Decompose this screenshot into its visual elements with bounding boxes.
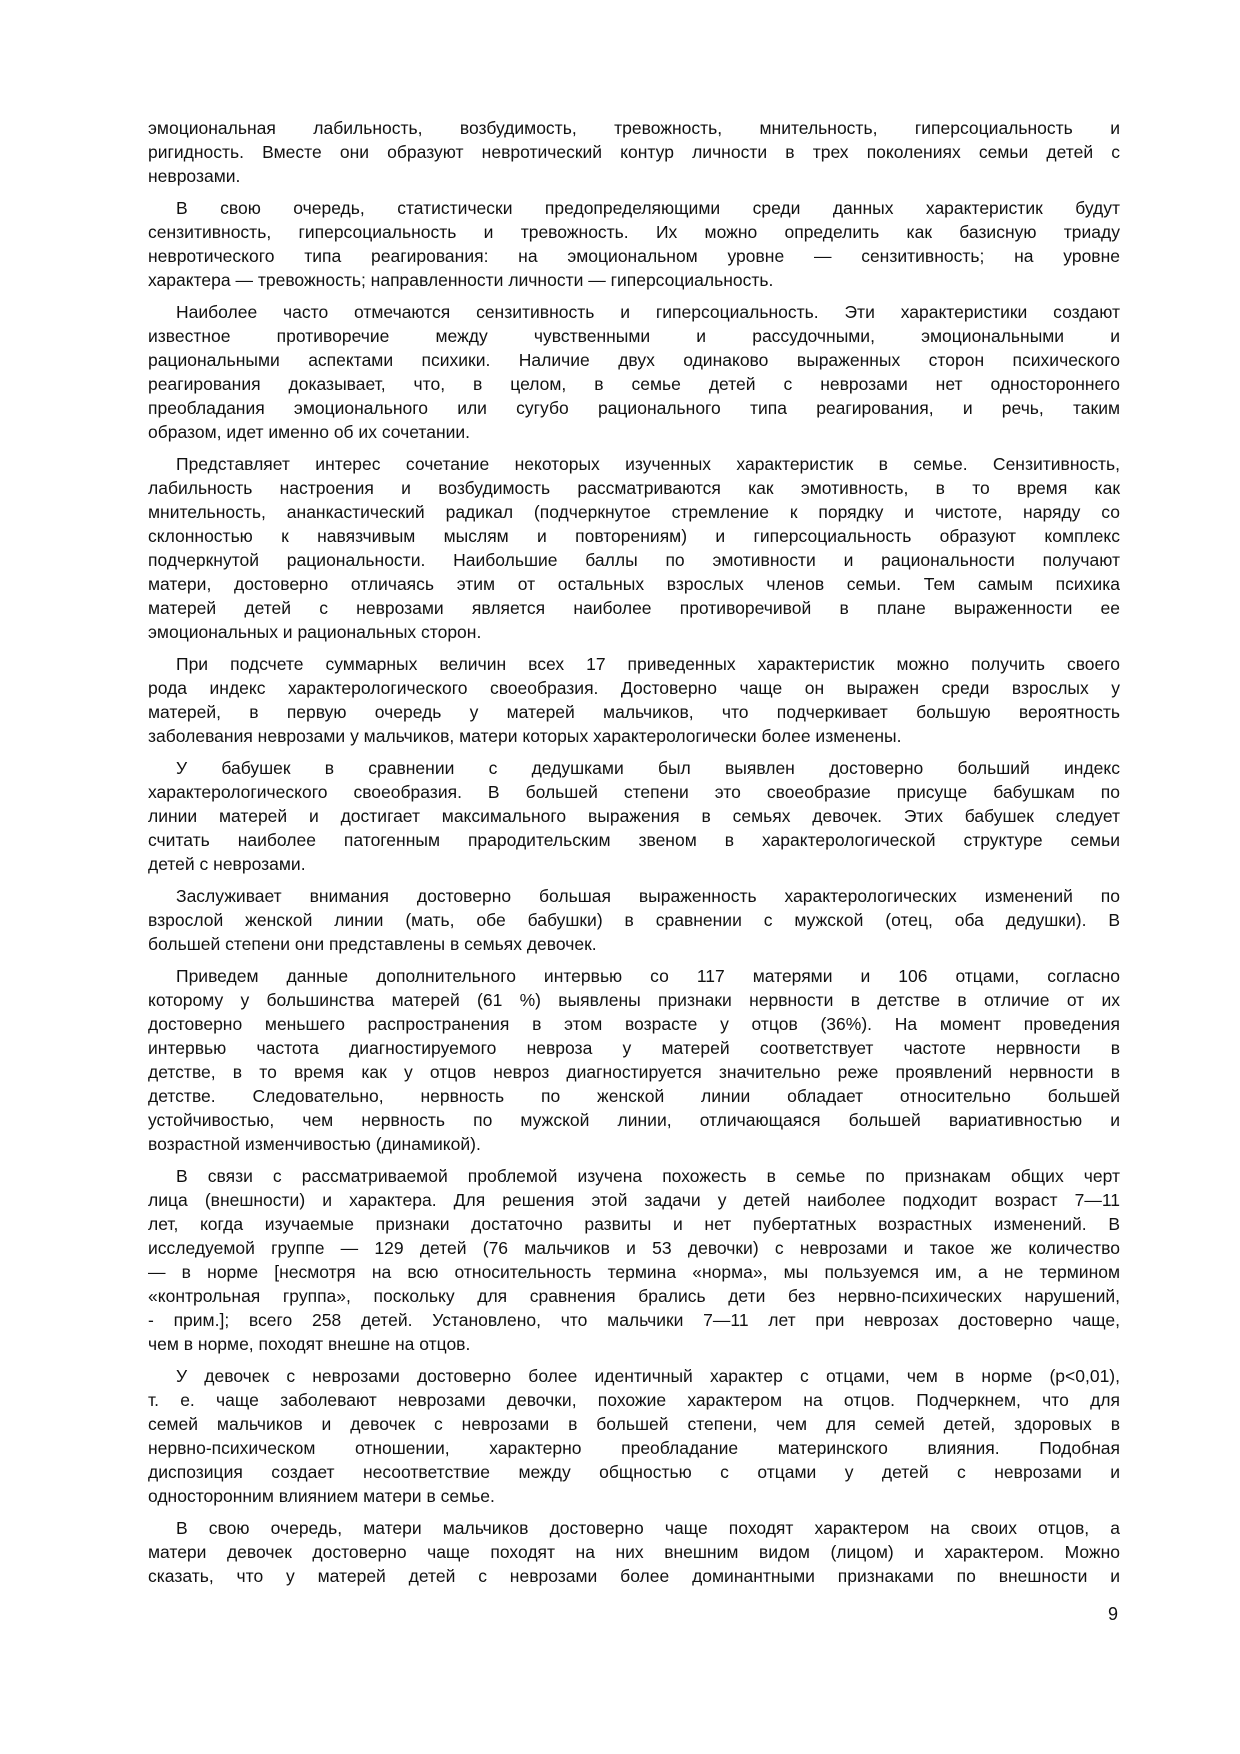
text-line: детей с неврозами.: [148, 854, 306, 874]
text-line: чем в норме, походят внешне на отцов.: [148, 1334, 471, 1354]
text-line: известное противоречие между чувственными и рассудочными, эмоциональными и: [148, 326, 1120, 346]
text-line: - прим.]; всего 258 детей. Установлено, что мальчики 7—11 лет при неврозах достоверно чаще,: [148, 1310, 1120, 1330]
paragraph: [148, 196, 1120, 292]
text-line: Наиболее часто отмечаются сензитивность и гиперсоциальность. Эти характеристики создают: [176, 302, 1120, 322]
text-line: Приведем данные дополнительного интервью со 117 матерями и 106 отцами, согласно: [176, 966, 1120, 986]
text-line: рациональными аспектами психики. Наличие двух одинаково выраженных сторон психического: [148, 350, 1120, 370]
text-line: В связи с рассматриваемой проблемой изучена похожесть в семье по признакам общих черт: [176, 1166, 1120, 1186]
text-line: ригидность. Вместе они образуют невротический контур личности в трех поколениях семьи детей с: [148, 142, 1120, 162]
text-line: семей мальчиков и девочек с неврозами в большей степени, чем для семей детей, здоровых в: [148, 1414, 1120, 1434]
text-line: лабильность настроения и возбудимость рассматриваются как эмотивность, в то время как: [148, 478, 1120, 498]
text-line: характерологического своеобразия. В большей степени это своеобразие присуще бабушкам по: [148, 782, 1120, 802]
text-line: эмоциональных и рациональных сторон.: [148, 622, 482, 642]
text-line: характера — тревожность; направленности личности — гиперсоциальность.: [148, 270, 774, 290]
text-line: рода индекс характерологического своеобразия. Достоверно чаще он выражен среди взрослых у: [148, 678, 1120, 698]
page-body-text: [148, 116, 1120, 1596]
text-line: преобладания эмоционального или сугубо рационального типа реагирования, и речь, таким: [148, 398, 1120, 418]
text-line: При подсчете суммарных величин всех 17 приведенных характеристик можно получить своего: [176, 654, 1120, 674]
text-line: склонностью к навязчивым мыслям и повторениям) и гиперсоциальность образуют комплекс: [148, 526, 1120, 546]
text-line: нервно-психическом отношении, характерно преобладание материнского влияния. Подобная: [148, 1438, 1120, 1458]
paragraph: [148, 1516, 1120, 1588]
text-line: матери, достоверно отличаясь этим от остальных взрослых членов семьи. Тем самым психика: [148, 574, 1120, 594]
text-line: возрастной изменчивостью (динамикой).: [148, 1134, 481, 1154]
text-line: устойчивостью, чем нервность по мужской линии, отличающаяся большей вариативностью и: [148, 1110, 1120, 1130]
text-line: диспозиция создает несоответствие между общностью с отцами у детей с неврозами и: [148, 1462, 1120, 1482]
text-line: считать наиболее патогенным прародительским звеном в характерологической структуре семьи: [148, 830, 1120, 850]
paragraph: [148, 652, 1120, 748]
text-line: интервью частота диагностируемого невроза у матерей соответствует частоте нервности в: [148, 1038, 1120, 1058]
text-line: сензитивность, гиперсоциальность и тревожность. Их можно определить как базисную триаду: [148, 222, 1120, 242]
text-line: т. е. чаще заболевают неврозами девочки, похожие характером на отцов. Подчеркнем, что для: [148, 1390, 1120, 1410]
text-line: В свою очередь, статистически предопределяющими среди данных характеристик будут: [176, 198, 1120, 218]
page-number: 9: [1108, 1604, 1119, 1624]
text-line: В свою очередь, матери мальчиков достоверно чаще походят характером на своих отцов, а: [176, 1518, 1120, 1538]
text-line: односторонним влиянием матери в семье.: [148, 1486, 495, 1506]
text-line: мнительность, ананкастический радикал (подчеркнутое стремление к порядку и чистоте, наряду со: [148, 502, 1120, 522]
paragraph: [148, 1164, 1120, 1356]
text-line: «контрольная группа», поскольку для сравнения брались дети без нервно-психических нарушений,: [148, 1286, 1120, 1306]
text-line: матерей, в первую очередь у матерей мальчиков, что подчеркивает большую вероятность: [148, 702, 1120, 722]
text-line: большей степени они представлены в семьях девочек.: [148, 934, 597, 954]
text-line: эмоциональная лабильность, возбудимость, тревожность, мнительность, гиперсоциальность и: [148, 118, 1120, 138]
paragraph: [148, 116, 1120, 188]
text-line: которому у большинства матерей (61 %) выявлены признаки нервности в детстве в отличие от их: [148, 990, 1120, 1010]
paragraph: [148, 452, 1120, 644]
text-line: сказать, что у матерей детей с неврозами более доминантными признаками по внешности и: [148, 1566, 1120, 1586]
text-line: Представляет интерес сочетание некоторых изученных характеристик в семье. Сензитивность,: [176, 454, 1120, 474]
text-line: взрослой женской линии (мать, обе бабушки) в сравнении с мужской (отец, оба дедушки). В: [148, 910, 1120, 930]
text-line: детстве, в то время как у отцов невроз диагностируется значительно реже проявлений нервности в: [148, 1062, 1120, 1082]
text-line: достоверно меньшего распространения в этом возрасте у отцов (36%). На момент проведения: [148, 1014, 1120, 1034]
text-line: лица (внешности) и характера. Для решения этой задачи у детей наиболее подходит возраст 7—11: [148, 1190, 1120, 1210]
text-line: У бабушек в сравнении с дедушками был выявлен достоверно больший индекс: [176, 758, 1120, 778]
paragraph: [148, 300, 1120, 444]
text-line: образом, идет именно об их сочетании.: [148, 422, 471, 442]
text-line: неврозами.: [148, 166, 241, 186]
text-line: реагирования доказывает, что, в целом, в семье детей с неврозами нет одностороннего: [148, 374, 1120, 394]
paragraph: [148, 1364, 1120, 1508]
text-line: матерей детей с неврозами является наиболее противоречивой в плане выраженности ее: [148, 598, 1120, 618]
text-line: детстве. Следовательно, нервность по женской линии обладает относительно большей: [148, 1086, 1120, 1106]
text-line: матери девочек достоверно чаще походят на них внешним видом (лицом) и характером. Можно: [148, 1542, 1120, 1562]
paragraph: [148, 884, 1120, 956]
text-line: Заслуживает внимания достоверно большая выраженность характерологических изменений по: [176, 886, 1120, 906]
text-line: линии матерей и достигает максимального выражения в семьях девочек. Этих бабушек следует: [148, 806, 1120, 826]
text-line: невротического типа реагирования: на эмоциональном уровне — сензитивность; на уровне: [148, 246, 1120, 266]
text-line: лет, когда изучаемые признаки достаточно развиты и нет пубертатных возрастных изменений. В: [148, 1214, 1120, 1234]
text-line: — в норме [несмотря на всю относительность термина «норма», мы пользуемся им, а не термином: [148, 1262, 1120, 1282]
text-line: подчеркнутой рациональности. Наибольшие баллы по эмотивности и рациональности получают: [148, 550, 1120, 570]
text-line: исследуемой группе — 129 детей (76 мальчиков и 53 девочки) с неврозами и такое же количество: [148, 1238, 1120, 1258]
paragraph: [148, 964, 1120, 1156]
paragraph: [148, 756, 1120, 876]
text-line: заболевания неврозами у мальчиков, матери которых характерологически более изменены.: [148, 726, 902, 746]
text-line: У девочек с неврозами достоверно более идентичный характер с отцами, чем в норме (р<0,01),: [176, 1366, 1120, 1386]
